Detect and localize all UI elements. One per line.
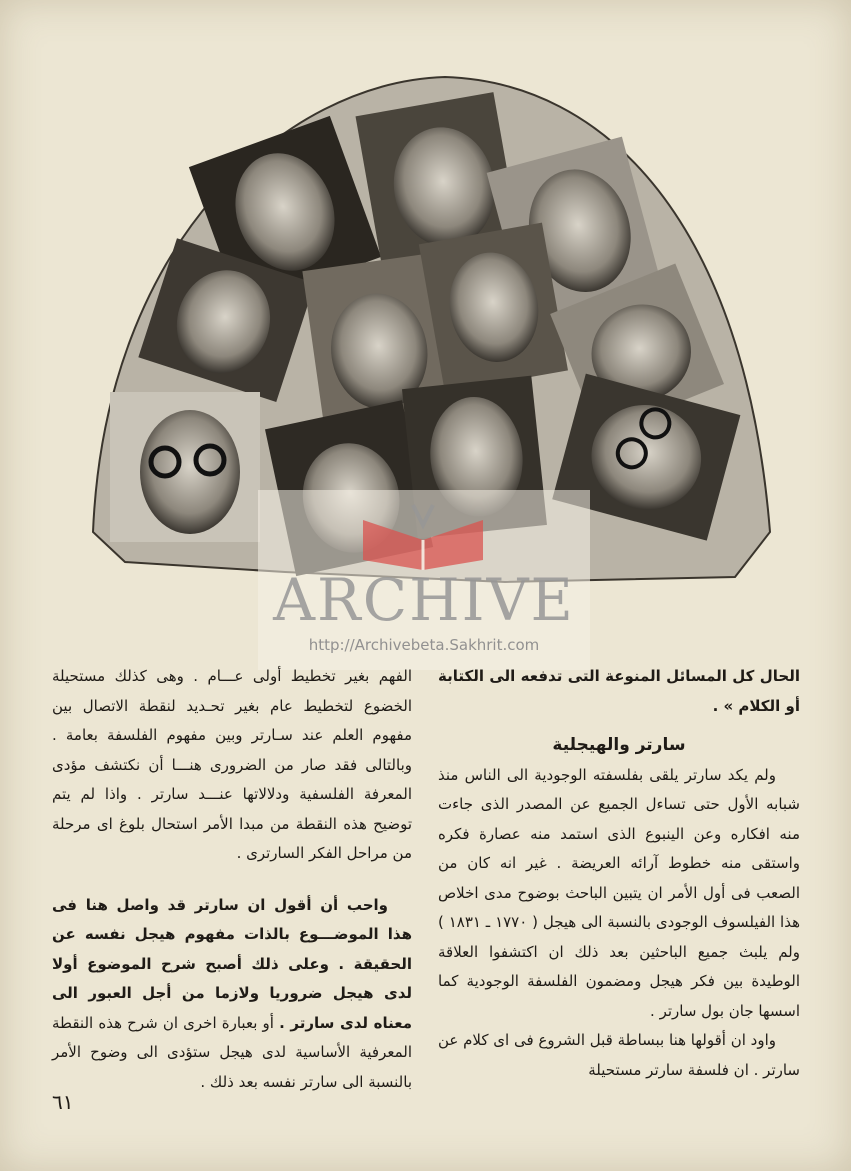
- body-paragraph: الفهم بغير تخطيط أولى عـــام . وهى كذلك مستحيلة الخضوع لتخطيط عام بغير تحـديد لنقطة الاتصال بين مفهوم العلم عند سـارتر وبين مفهوم الفلسفة بعامة . وبالتالى فقد صار من الضرورى هنـــا أن نكتشف مؤدى المعرفة الفلسفية ودلالاتها عنـــد سارتر . واذا لم يتم توضيح هذه النقطة من مبدا الأمر استحال بلوغ اى مرحلة من مراحل الفكر السارترى .: [52, 667, 412, 862]
- page-number: ٦١: [52, 1090, 74, 1114]
- left-text-column: [52, 662, 412, 1097]
- paragraph-gap: [52, 869, 412, 891]
- body-paragraph-2: واود ان أقولها هنا ببساطة قبل الشروع فى اى كلام عن سارتر . ان فلسفة سارتر مستحيلة: [438, 1031, 800, 1079]
- open-book-logo-icon: [353, 500, 493, 570]
- watermark-url: http://Archivebeta.Sakhrit.com: [308, 636, 540, 654]
- body-continuation: أو بعبارة اخرى ان شرح هذه النقطة المعرفية الأساسية لدى هيجل ستؤدى الى وضوح الأمر بالنسبة الى سارتر نفسه بعد ذلك .: [52, 1013, 412, 1091]
- watermark-title: ARCHIVE: [273, 566, 575, 634]
- column-intro: الحال كل المسائل المنوعة التى تدفعه الى الكتابة أو الكلام » .: [438, 667, 800, 715]
- archive-watermark: [258, 490, 590, 670]
- body-paragraph: ولم يكد سارتر يلقى بفلسفته الوجودية الى الناس منذ شبابه الأول حتى تساءل الجميع عن المصدر الذى جاءت منه افكاره وعن الينبوع الذى استمد منه عصارة فكره واستقى منه خطوط آرائه العريضة . غير انه كان من الصعب فى أول الأمر ان يتبين الباحث بوضوح مدى اخلاص هذا الفيلسوف الوجودى بالنسبة الى هيجل ( ١٧٧٠ ـ ١٨٣١ ) ولم يلبث جميع الباحثين بعد ذلك ان اكتشفوا العلاقة الوطيدة بين فكر هيجل ومضمون الفلسفة الوجودية كما اسسها جان بول سارتر .: [438, 765, 801, 1020]
- right-text-column: [438, 662, 800, 1085]
- section-heading: سارتر والهيجلية: [552, 735, 686, 755]
- bold-statement: واحب أن أقول ان سارتر قد واصل هنا فى هذا الموضـــوع بالذات مفهوم هيجل نفسه عن الحقيقة . وعلى ذلك أصبح شرح الموضوع أولا لدى هيجل ضروريا ولازما من أجل العبور الى معناه لدى سارتر .: [52, 895, 412, 1032]
